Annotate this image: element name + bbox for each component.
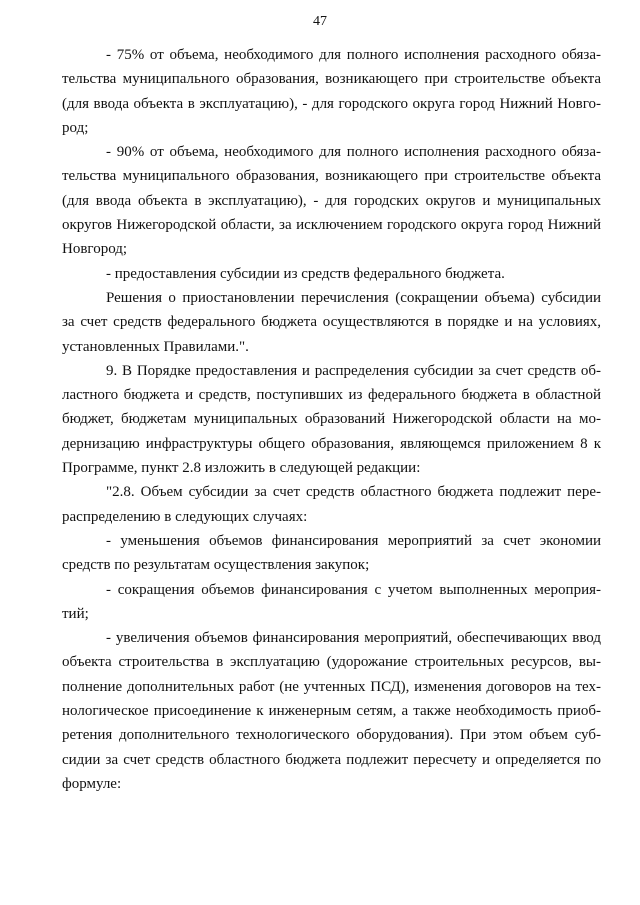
document-body bbox=[62, 43, 601, 796]
paragraph-federal-subsidy: - предоставления субсидии из средств федерального бюджета. bbox=[106, 265, 505, 282]
paragraph-clause-2-8: "2.8. Объем субсидии за счет средств областного бюджета подлежит перераспределению в следующих случаях: bbox=[62, 484, 601, 525]
paragraph-item-9: 9. В Порядке предоставления и распределения субсидии за счет средств областного бюджета и средств, поступивших из федерального бюджета в областной бюджет, бюджетам муниципальных образований Нижегородской области на модернизацию инфраструктуры общего образования, являющемся приложением 8 к Программе, пункт 2.8 изложить в следующей редакции: bbox=[62, 362, 601, 477]
page-number: 47 bbox=[313, 14, 327, 29]
paragraph-90-percent: - 90% от объема, необходимого для полного исполнения расходного обязательства муниципального образования, возникающего при строительстве объекта (для ввода объекта в эксплуатацию), - для городских округов и муниципальных округов Нижегородской области, за исключением городского округа город Нижний Новгород; bbox=[62, 144, 601, 258]
paragraph-75-percent: - 75% от объема, необходимого для полного исполнения расходного обязательства муниципального образования, возникающего при строительстве объекта (для ввода объекта в эксплуатацию), - для городского округа город Нижний Новгород; bbox=[62, 47, 601, 136]
paragraph-case-increase: - увеличения объемов финансирования мероприятий, обеспечивающих ввод объекта строительства в эксплуатацию (удорожание строительных ресурсов, выполнение дополнительных работ (не учтенных ПСД), изменения договоров на технологическое присоединение к инженерным сетям, а также необходимость приобретения дополнительного технологического оборудования). При этом объем субсидии за счет средств областного бюджета подлежит пересчету и определяется по формуле: bbox=[62, 630, 601, 792]
paragraph-case-reduction: - сокращения объемов финансирования с учетом выполненных мероприятий; bbox=[62, 581, 601, 622]
paragraph-suspension-decisions: Решения о приостановлении перечисления (сокращении объема) субсидии за счет средств федерального бюджета осуществляются в порядке и на условиях, установленных Правилами.". bbox=[62, 289, 601, 355]
paragraph-case-savings: - уменьшения объемов финансирования мероприятий за счет экономии средств по результатам осуществления закупок; bbox=[62, 532, 601, 574]
